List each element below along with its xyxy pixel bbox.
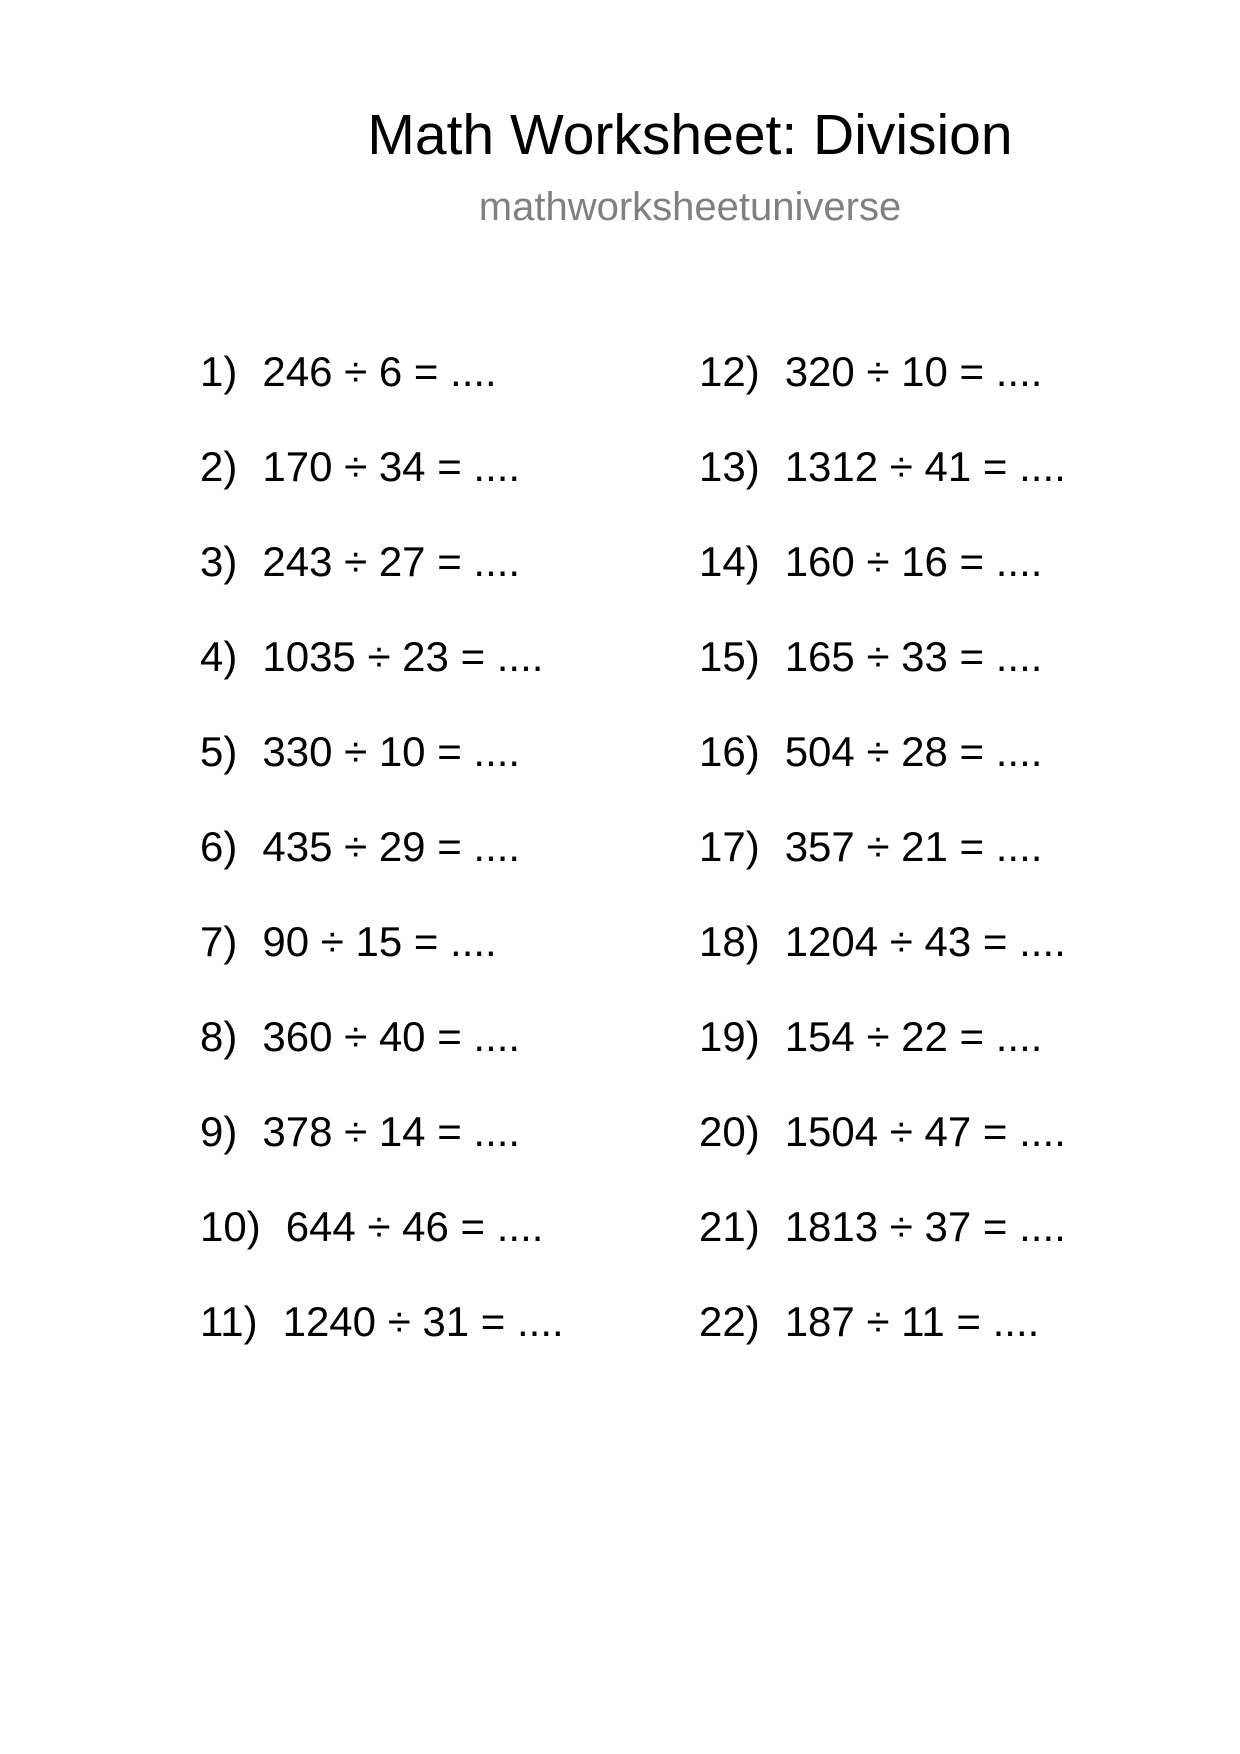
problem-15 <box>699 632 1066 727</box>
problem-11 <box>200 1297 564 1392</box>
problem-number: 9) <box>200 1108 238 1155</box>
problem-number: 21) <box>699 1203 760 1250</box>
problem-number: 8) <box>200 1013 238 1060</box>
problem-number: 4) <box>200 633 238 680</box>
problem-expression: 165 ÷ 33 = .... <box>784 633 1043 680</box>
problem-number: 14) <box>699 538 760 585</box>
problem-20 <box>699 1107 1066 1202</box>
problem-19 <box>699 1012 1066 1107</box>
worksheet-title: Math Worksheet: Division <box>367 103 1013 167</box>
problem-expression: 90 ÷ 15 = .... <box>262 918 497 965</box>
problem-16 <box>699 727 1066 822</box>
problem-18 <box>699 917 1066 1012</box>
problem-14 <box>699 537 1066 632</box>
problem-5 <box>200 727 564 822</box>
left-problem-column <box>200 347 564 1392</box>
problem-number: 18) <box>699 918 760 965</box>
problem-number: 15) <box>699 633 760 680</box>
problem-expression: 320 ÷ 10 = .... <box>784 348 1043 395</box>
problem-expression: 243 ÷ 27 = .... <box>262 538 521 585</box>
problem-number: 19) <box>699 1013 760 1060</box>
problem-expression: 330 ÷ 10 = .... <box>262 728 521 775</box>
problem-expression: 378 ÷ 14 = .... <box>262 1108 521 1155</box>
problem-expression: 1035 ÷ 23 = .... <box>262 633 544 680</box>
problem-expression: 1504 ÷ 47 = .... <box>784 1108 1066 1155</box>
problem-expression: 170 ÷ 34 = .... <box>262 443 521 490</box>
problem-12 <box>699 347 1066 442</box>
problem-6 <box>200 822 564 917</box>
problem-3 <box>200 537 564 632</box>
problem-number: 13) <box>699 443 760 490</box>
problem-expression: 1204 ÷ 43 = .... <box>784 918 1066 965</box>
problem-number: 11) <box>200 1298 258 1345</box>
problem-expression: 160 ÷ 16 = .... <box>784 538 1043 585</box>
problem-17 <box>699 822 1066 917</box>
worksheet-subtitle: mathworksheetuniverse <box>478 185 902 229</box>
problem-13 <box>699 442 1066 537</box>
problem-8 <box>200 1012 564 1107</box>
problem-expression: 360 ÷ 40 = .... <box>262 1013 521 1060</box>
problem-number: 6) <box>200 823 238 870</box>
problem-9 <box>200 1107 564 1202</box>
problem-expression: 357 ÷ 21 = .... <box>784 823 1043 870</box>
problem-number: 20) <box>699 1108 760 1155</box>
problem-4 <box>200 632 564 727</box>
problem-expression: 154 ÷ 22 = .... <box>784 1013 1043 1060</box>
problem-2 <box>200 442 564 537</box>
problem-expression: 246 ÷ 6 = .... <box>262 348 497 395</box>
problem-number: 10) <box>200 1203 261 1250</box>
problem-expression: 1240 ÷ 31 = .... <box>282 1298 564 1345</box>
problem-expression: 435 ÷ 29 = .... <box>262 823 521 870</box>
problem-expression: 644 ÷ 46 = .... <box>285 1203 544 1250</box>
problem-expression: 187 ÷ 11 = .... <box>784 1298 1040 1345</box>
problem-expression: 1312 ÷ 41 = .... <box>784 443 1066 490</box>
problem-number: 3) <box>200 538 238 585</box>
problem-expression: 504 ÷ 28 = .... <box>784 728 1043 775</box>
problem-7 <box>200 917 564 1012</box>
problem-number: 2) <box>200 443 238 490</box>
problem-number: 16) <box>699 728 760 775</box>
problem-1 <box>200 347 564 442</box>
problem-number: 12) <box>699 348 760 395</box>
problem-number: 22) <box>699 1298 760 1345</box>
problem-number: 1) <box>200 348 238 395</box>
problem-number: 17) <box>699 823 760 870</box>
problem-10 <box>200 1202 564 1297</box>
problem-expression: 1813 ÷ 37 = .... <box>784 1203 1066 1250</box>
right-problem-column <box>699 347 1066 1392</box>
problem-21 <box>699 1202 1066 1297</box>
problem-22 <box>699 1297 1066 1392</box>
problem-number: 7) <box>200 918 238 965</box>
problem-number: 5) <box>200 728 238 775</box>
